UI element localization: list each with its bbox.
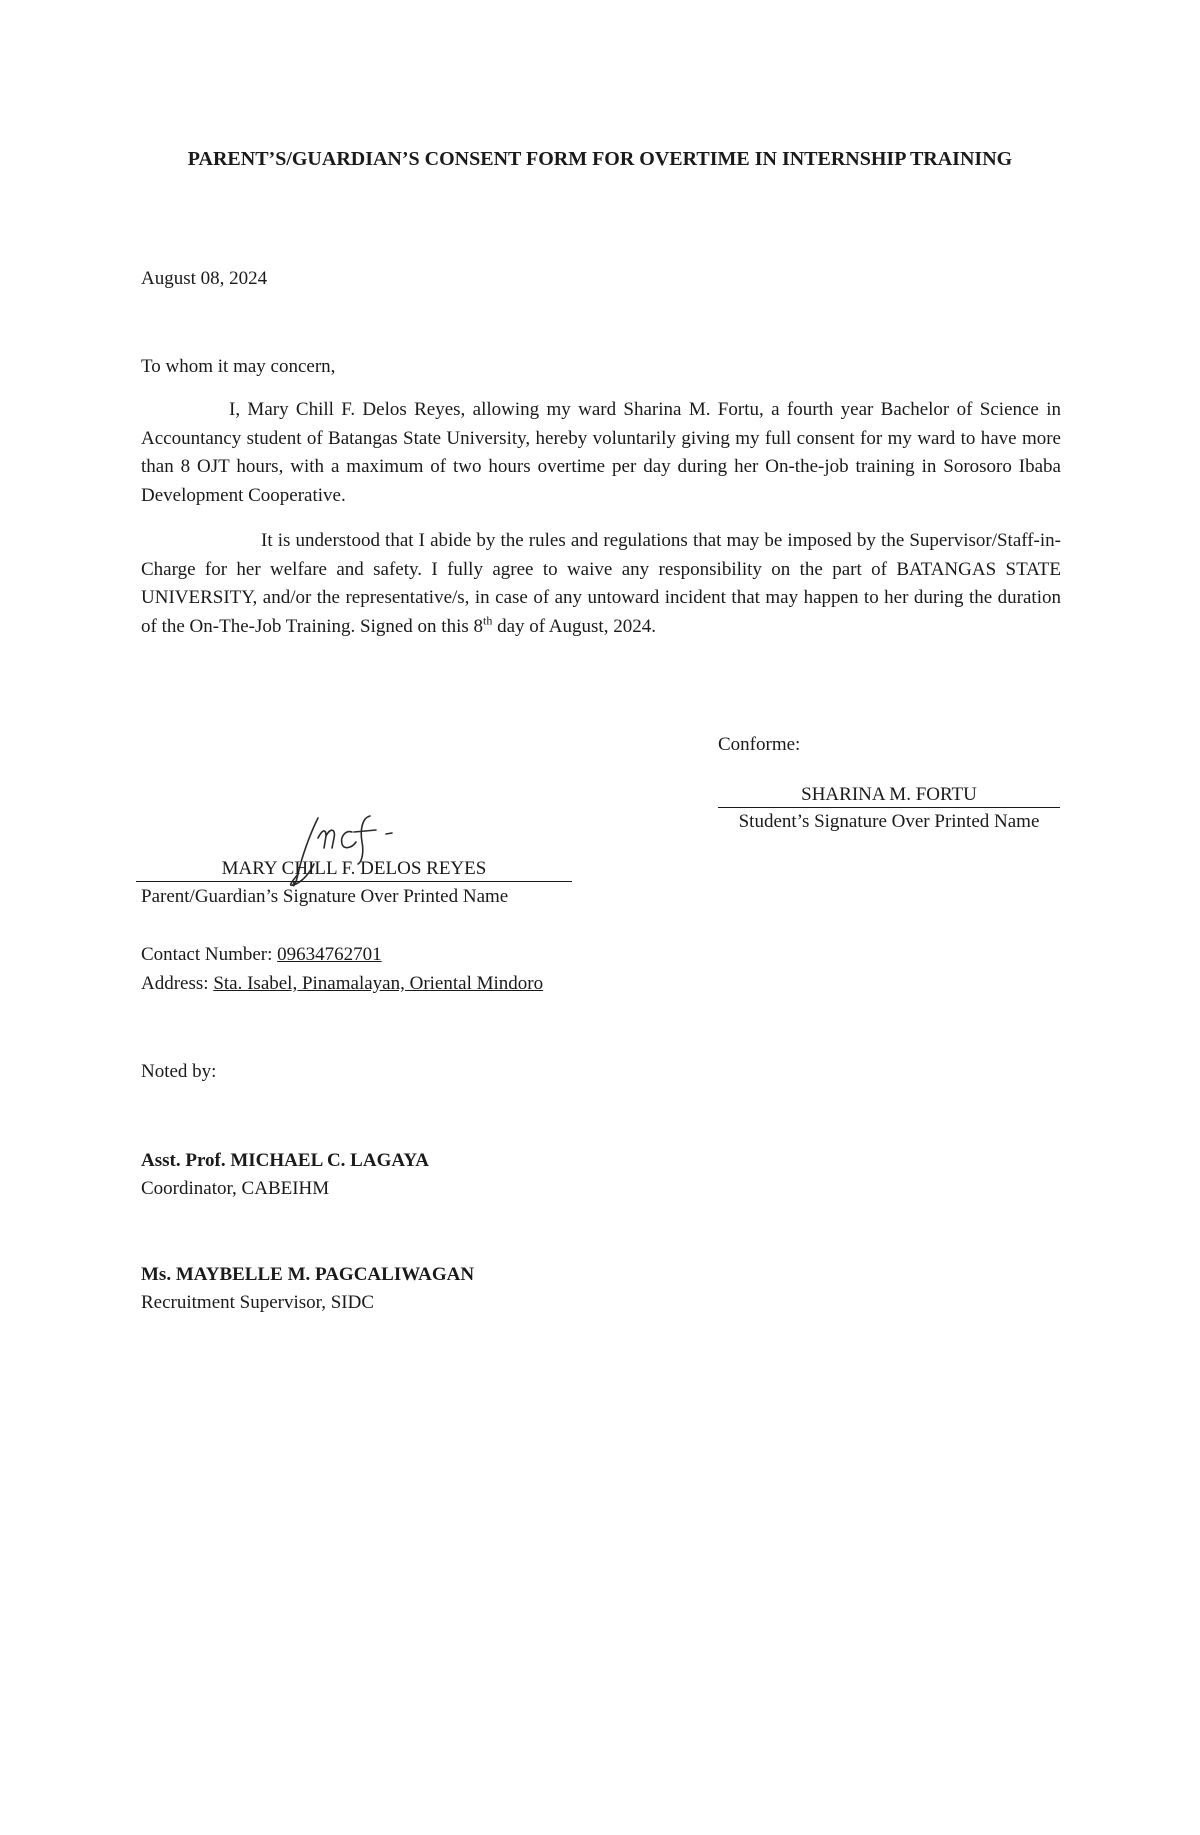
guardian-signature-line — [136, 881, 572, 882]
supervisor-title: Recruitment Supervisor, SIDC — [141, 1292, 375, 1313]
coordinator-title: Coordinator, CABEIHM — [141, 1178, 330, 1199]
supervisor-name: Ms. MAYBELLE M. PAGCALIWAGAN — [141, 1264, 475, 1285]
ordinal-suffix: th — [483, 613, 493, 628]
student-signature-caption: Student’s Signature Over Printed Name — [738, 811, 1040, 832]
consent-paragraph: I, Mary Chill F. Delos Reyes, allowing my ward Sharina M. Fortu, a fourth year Bachelor of Science in Accountancy student of Batangas State University, hereby voluntarily giving my full consent for my ward to have more than 8 OJT hours, with a maximum of two hours overtime per day during her On-the-job training in Sorosoro Ibaba Development Cooperative. — [141, 399, 1061, 506]
address-row — [141, 970, 543, 998]
document-title: PARENT’S/GUARDIAN’S CONSENT FORM FOR OVERTIME IN INTERNSHIP TRAINING — [187, 148, 1013, 170]
conforme-label: Conforme: — [718, 734, 801, 755]
waiver-paragraph — [141, 527, 1061, 641]
document-date: August 08, 2024 — [141, 268, 268, 289]
contact-number-row — [141, 941, 382, 969]
guardian-signature-caption: Parent/Guardian’s Signature Over Printed Name — [141, 886, 509, 907]
student-printed-name: SHARINA M. FORTU — [801, 784, 977, 805]
contact-number-label: Contact Number: — [141, 944, 278, 965]
waiver-text-end: day of August, 2024. — [492, 615, 656, 637]
guardian-printed-name: MARY CHILL F. DELOS REYES — [221, 858, 487, 879]
address-label: Address: — [141, 973, 214, 994]
noted-by-label: Noted by: — [141, 1061, 217, 1082]
salutation: To whom it may concern, — [141, 356, 336, 377]
contact-number-value: 09634762701 — [277, 944, 382, 965]
coordinator-name: Asst. Prof. MICHAEL C. LAGAYA — [141, 1150, 430, 1171]
address-value: Sta. Isabel, Pinamalayan, Oriental Mindoro — [213, 973, 544, 994]
waiver-text: It is understood that I abide by the rules and regulations that may be imposed by the Supervisor/Staff-in-Charge for her welfare and safety. I fully agree to waive any responsibility on the part of BATANGAS STATE UNIVERSITY, and/or the representative/s, in case of any untoward incident that may happen to her during the duration of the On-The-Job Training. Signed on this 8 — [141, 530, 1061, 637]
